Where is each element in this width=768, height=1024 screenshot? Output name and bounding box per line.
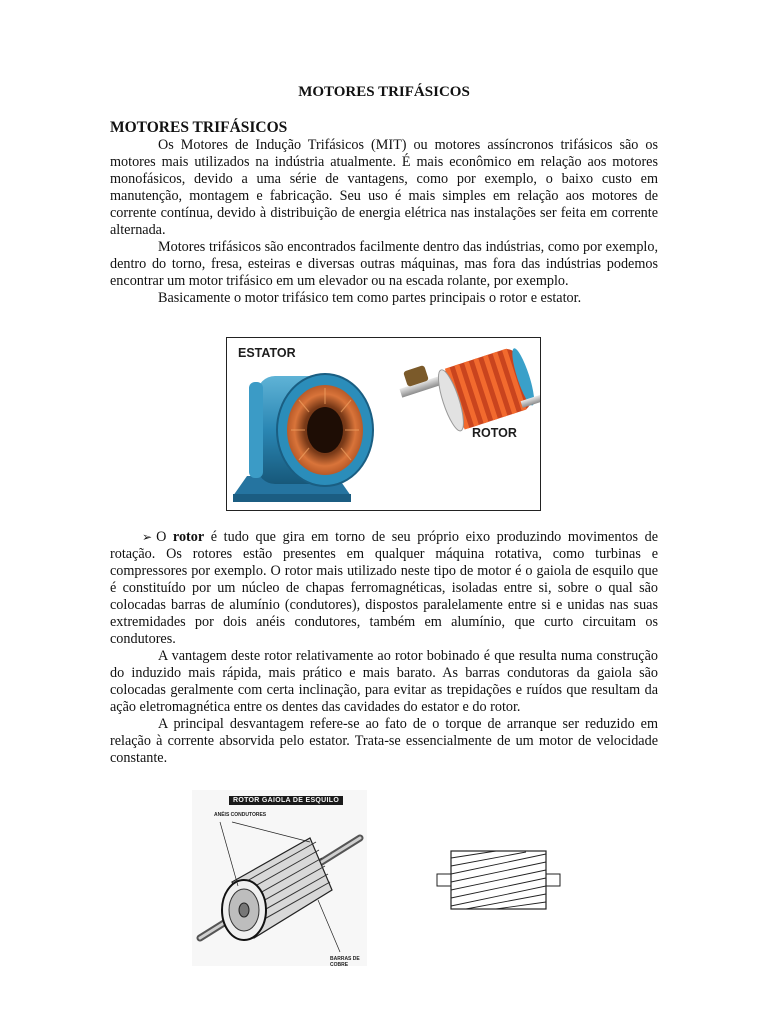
rotor-bullet-paragraph: [110, 529, 658, 648]
rotor-bold-term: rotor: [172, 529, 205, 545]
skewed-bars-figure: [436, 848, 562, 914]
rotor-paragraph-2: A principal desvantagem refere-se ao fato de o torque de arranque ser reduzido em relação à corrente absorvida pelo estator. Trata-se essencialmente de um motor de velocidade constante.: [110, 716, 658, 766]
squirrel-cage-figure: [192, 790, 367, 966]
rotor-bullet-text: é tudo que gira em torno de seu próprio eixo produzindo movimentos de rotação. Os rotores estão presentes em qualquer máquina rotativa, como turbinas e compressores por exemplo. O rotor mais utilizado neste tipo de motor é o gaiola de esquilo que é constituído por um núcleo de chapas ferromagnéticas, isoladas entre si, sobre o qual são colocadas barras de alumínio (condutores), dispostos paralelamente entre si e unidas nas suas extremidades por dois anéis condutores, também em alumínio, que curto circuitam os condutores.: [110, 529, 659, 647]
rotor-paragraph-1: A vantagem deste rotor relativamente ao rotor bobinado é que resulta numa construção do induzido mais rápida, mais prático e mais barato. As barras condutoras da gaiola são colocadas geralmente com certa inclinação, para evitar as trepidações e ruídos que resultam da ação eletromagnética entre os dentes das cavidades do estator e do rotor.: [110, 648, 658, 715]
arrow-bullet-icon: ➢: [142, 530, 153, 544]
rotor-text: [110, 529, 658, 767]
bars-label: BARRAS DE COBRE: [330, 956, 360, 966]
intro-paragraph-3: Basicamente o motor trifásico tem como partes principais o rotor e estator.: [158, 290, 582, 306]
rings-label: ANÉIS CONDUTORES: [214, 812, 267, 818]
stator-rotor-illustration: [227, 338, 541, 511]
intro-text: [110, 137, 658, 307]
skewed-bars-diagram: [436, 848, 562, 914]
intro-paragraph-2: Motores trifásicos são encontrados facilmente dentro das indústrias, como por exemplo, dentro do torno, fresa, esteiras e diversas outras máquinas, mas fora das indústrias podemos encontrar um motor trifásico em um elevador ou na escada rolante, por exemplo.: [110, 239, 658, 289]
stator-rotor-figure: [226, 337, 541, 511]
document-title: MOTORES TRIFÁSICOS: [298, 84, 470, 100]
rotor-label: ROTOR: [472, 426, 517, 440]
intro-paragraph-1: Os Motores de Indução Trifásicos (MIT) ou motores assíncronos trifásicos são os motores mais utilizados na indústria atualmente. É mais econômico em relação aos motores monofásicos, devido a uma série de vantagens, como por exemplo, o baixo custo em manutenção, montagem e fabricação. Seu uso é mais simples em relação aos motores de corrente contínua, devido à distribuição de energia elétrica nas instalações ser feita em corrente alternada.: [110, 137, 658, 238]
stator-label: ESTATOR: [238, 346, 296, 360]
section-heading: MOTORES TRIFÁSICOS: [110, 119, 288, 136]
squirrel-cage-banner: ROTOR GAIOLA DE ESQUILO: [229, 796, 343, 805]
rotor-bullet-prefix: O: [156, 529, 173, 545]
